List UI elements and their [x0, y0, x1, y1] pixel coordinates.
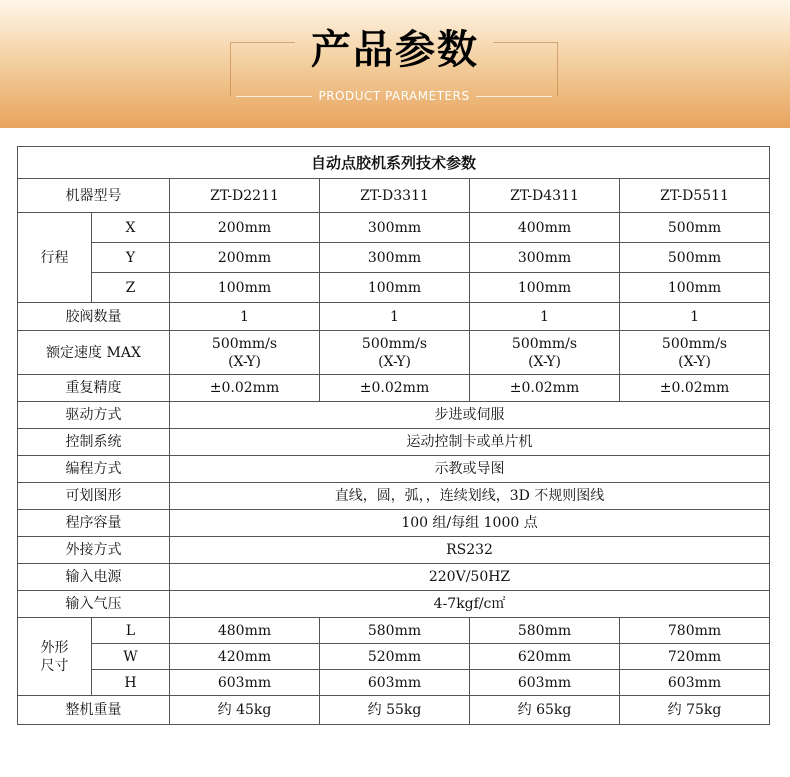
table-cell: 200mm [170, 213, 320, 243]
speed-axes: (X-Y) [378, 353, 411, 370]
table-cell: 500mm [620, 243, 770, 273]
speed-value: 500mm/s [361, 335, 428, 352]
speed-cell [470, 331, 620, 375]
axis-label: L [92, 618, 170, 644]
table-cell: 1 [470, 303, 620, 331]
speed-axes: (X-Y) [228, 353, 261, 370]
table-cell: 300mm [320, 213, 470, 243]
speed-value: 500mm/s [211, 335, 278, 352]
speed-value: 500mm/s [661, 335, 728, 352]
banner-subtitle: PRODUCT PARAMETERS [318, 89, 470, 103]
table-cell: 480mm [170, 618, 320, 644]
axis-label: Z [92, 273, 170, 303]
table-title-row [18, 147, 770, 179]
table-cell: 580mm [320, 618, 470, 644]
banner-title: 产品参数 [311, 27, 479, 73]
dimension-w-row [18, 644, 770, 670]
model-cell: ZT-D5511 [620, 179, 770, 213]
table-title: 自动点胶机系列技术参数 [18, 147, 770, 179]
merged-value: RS232 [170, 537, 770, 564]
axis-label: Y [92, 243, 170, 273]
table-cell: 720mm [620, 644, 770, 670]
programming-row [18, 456, 770, 483]
table-cell: 约 65kg [470, 696, 620, 725]
table-cell: 780mm [620, 618, 770, 644]
accuracy-row [18, 375, 770, 402]
accuracy-label: 重复精度 [18, 375, 170, 402]
table-cell: 520mm [320, 644, 470, 670]
table-cell: 约 55kg [320, 696, 470, 725]
dimension-label [18, 618, 92, 696]
row-label: 控制系统 [18, 429, 170, 456]
table-cell: ±0.02mm [320, 375, 470, 402]
row-label: 输入气压 [18, 591, 170, 618]
table-cell: 300mm [320, 243, 470, 273]
model-cell: ZT-D3311 [320, 179, 470, 213]
table-cell: ±0.02mm [620, 375, 770, 402]
row-label: 驱动方式 [18, 402, 170, 429]
model-cell: ZT-D2211 [170, 179, 320, 213]
row-label: 程序容量 [18, 510, 170, 537]
merged-value: 4-7kgf/c㎡ [170, 591, 770, 618]
merged-value: 示教或导图 [170, 456, 770, 483]
table-cell: 500mm [620, 213, 770, 243]
speed-row [18, 331, 770, 375]
banner-subtitle-row [230, 86, 558, 106]
model-label: 机器型号 [18, 179, 170, 213]
air-pressure-row [18, 591, 770, 618]
control-row [18, 429, 770, 456]
model-cell: ZT-D4311 [470, 179, 620, 213]
row-label: 外接方式 [18, 537, 170, 564]
dimension-label-line2: 尺寸 [40, 657, 69, 674]
axis-label: W [92, 644, 170, 670]
speed-cell [170, 331, 320, 375]
speed-value: 500mm/s [511, 335, 578, 352]
table-cell: ±0.02mm [470, 375, 620, 402]
dimension-l-row [18, 618, 770, 644]
row-label: 可划图形 [18, 483, 170, 510]
valve-label: 胶阀数量 [18, 303, 170, 331]
weight-row [18, 696, 770, 725]
travel-x-row [18, 213, 770, 243]
table-cell: 100mm [170, 273, 320, 303]
travel-z-row [18, 273, 770, 303]
table-cell: 1 [170, 303, 320, 331]
banner-divider-right [476, 96, 552, 97]
merged-value: 220V/50HZ [170, 564, 770, 591]
table-cell: 603mm [320, 670, 470, 696]
graphics-row [18, 483, 770, 510]
table-cell: 1 [320, 303, 470, 331]
table-cell: 580mm [470, 618, 620, 644]
table-cell: 200mm [170, 243, 320, 273]
speed-axes: (X-Y) [528, 353, 561, 370]
dimension-label-line1: 外形 [40, 639, 69, 656]
speed-axes: (X-Y) [678, 353, 711, 370]
merged-value: 直线，圆，弧，，连续划线，3D 不规则图线 [170, 483, 770, 510]
table-cell: 300mm [470, 243, 620, 273]
banner-divider-left [236, 96, 312, 97]
table-cell: 620mm [470, 644, 620, 670]
capacity-row [18, 510, 770, 537]
dimension-h-row [18, 670, 770, 696]
table-cell: 1 [620, 303, 770, 331]
axis-label: H [92, 670, 170, 696]
table-cell: 603mm [620, 670, 770, 696]
axis-label: X [92, 213, 170, 243]
table-cell: 400mm [470, 213, 620, 243]
table-cell: 约 75kg [620, 696, 770, 725]
weight-label: 整机重量 [18, 696, 170, 725]
row-label: 输入电源 [18, 564, 170, 591]
merged-value: 运动控制卡或单片机 [170, 429, 770, 456]
table-cell: 约 45kg [170, 696, 320, 725]
merged-value: 100 组/每组 1000 点 [170, 510, 770, 537]
table-cell: ±0.02mm [170, 375, 320, 402]
valve-row [18, 303, 770, 331]
header-banner [0, 0, 790, 128]
model-row [18, 179, 770, 213]
speed-label: 额定速度 MAX [18, 331, 170, 375]
travel-y-row [18, 243, 770, 273]
interface-row [18, 537, 770, 564]
merged-value: 步进或伺服 [170, 402, 770, 429]
travel-label: 行程 [18, 213, 92, 303]
row-label: 编程方式 [18, 456, 170, 483]
speed-cell [620, 331, 770, 375]
drive-row [18, 402, 770, 429]
table-cell: 100mm [320, 273, 470, 303]
table-cell: 420mm [170, 644, 320, 670]
speed-cell [320, 331, 470, 375]
spec-table [17, 146, 770, 725]
table-cell: 100mm [620, 273, 770, 303]
table-cell: 603mm [470, 670, 620, 696]
table-cell: 603mm [170, 670, 320, 696]
power-row [18, 564, 770, 591]
table-cell: 100mm [470, 273, 620, 303]
